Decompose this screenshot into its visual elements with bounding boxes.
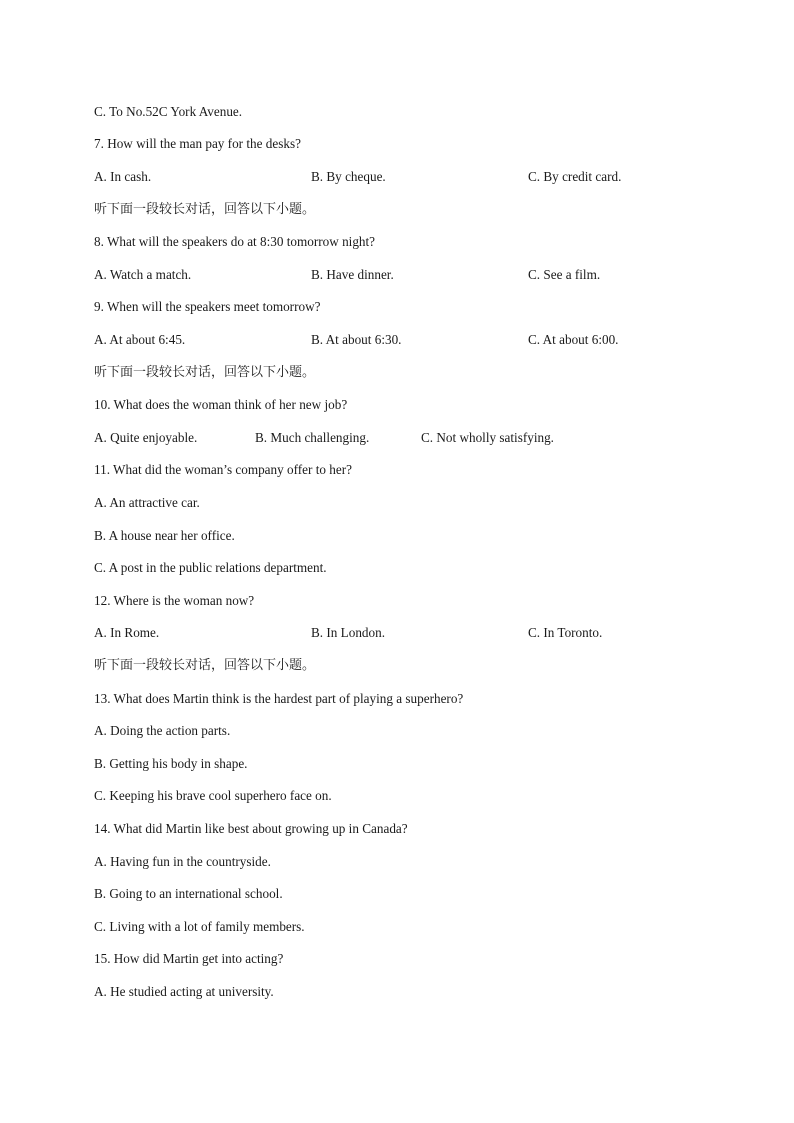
q13-option-c: C. Keeping his brave cool superhero face on. <box>94 788 332 803</box>
q12-option-b: B. In London. <box>311 625 385 640</box>
option-line: C. To No.52C York Avenue. <box>94 104 243 119</box>
question-9: 9. When will the speakers meet tomorrow? <box>94 299 321 314</box>
question-15: 15. How did Martin get into acting? <box>94 951 284 966</box>
q7-option-c: C. By credit card. <box>528 169 622 184</box>
q13-option-a: A. Doing the action parts. <box>94 723 231 738</box>
section-instruction: 听下面一段较长对话，回答以下小题。 <box>94 202 316 217</box>
q12-option-c: C. In Toronto. <box>528 625 603 640</box>
q11-option-c: C. A post in the public relations department. <box>94 560 327 575</box>
q10-option-a: A. Quite enjoyable. <box>94 430 198 445</box>
question-14: 14. What did Martin like best about growing up in Canada? <box>94 821 408 836</box>
question-7: 7. How will the man pay for the desks? <box>94 136 301 151</box>
q11-option-a: A. An attractive car. <box>94 495 200 510</box>
q10-option-c: C. Not wholly satisfying. <box>421 430 554 445</box>
q11-option-b: B. A house near her office. <box>94 528 235 543</box>
q9-option-c: C. At about 6:00. <box>528 332 619 347</box>
question-8: 8. What will the speakers do at 8:30 tomorrow night? <box>94 234 376 249</box>
section-instruction: 听下面一段较长对话，回答以下小题。 <box>94 365 316 380</box>
question-12: 12. Where is the woman now? <box>94 593 255 608</box>
q7-option-b: B. By cheque. <box>311 169 386 184</box>
q8-option-c: C. See a film. <box>528 267 601 282</box>
question-13: 13. What does Martin think is the hardest part of playing a superhero? <box>94 691 464 706</box>
q14-option-c: C. Living with a lot of family members. <box>94 919 305 934</box>
q14-option-a: A. Having fun in the countryside. <box>94 854 271 869</box>
question-11: 11. What did the woman’s company offer to her? <box>94 462 352 477</box>
q14-option-b: B. Going to an international school. <box>94 886 283 901</box>
question-10: 10. What does the woman think of her new job? <box>94 397 348 412</box>
q10-option-b: B. Much challenging. <box>255 430 370 445</box>
q8-option-b: B. Have dinner. <box>311 267 394 282</box>
q9-option-b: B. At about 6:30. <box>311 332 402 347</box>
section-instruction: 听下面一段较长对话，回答以下小题。 <box>94 658 316 673</box>
q13-option-b: B. Getting his body in shape. <box>94 756 248 771</box>
q7-option-a: A. In cash. <box>94 169 152 184</box>
q8-option-a: A. Watch a match. <box>94 267 192 282</box>
q15-option-a: A. He studied acting at university. <box>94 984 274 999</box>
q9-option-a: A. At about 6:45. <box>94 332 186 347</box>
q12-option-a: A. In Rome. <box>94 625 160 640</box>
